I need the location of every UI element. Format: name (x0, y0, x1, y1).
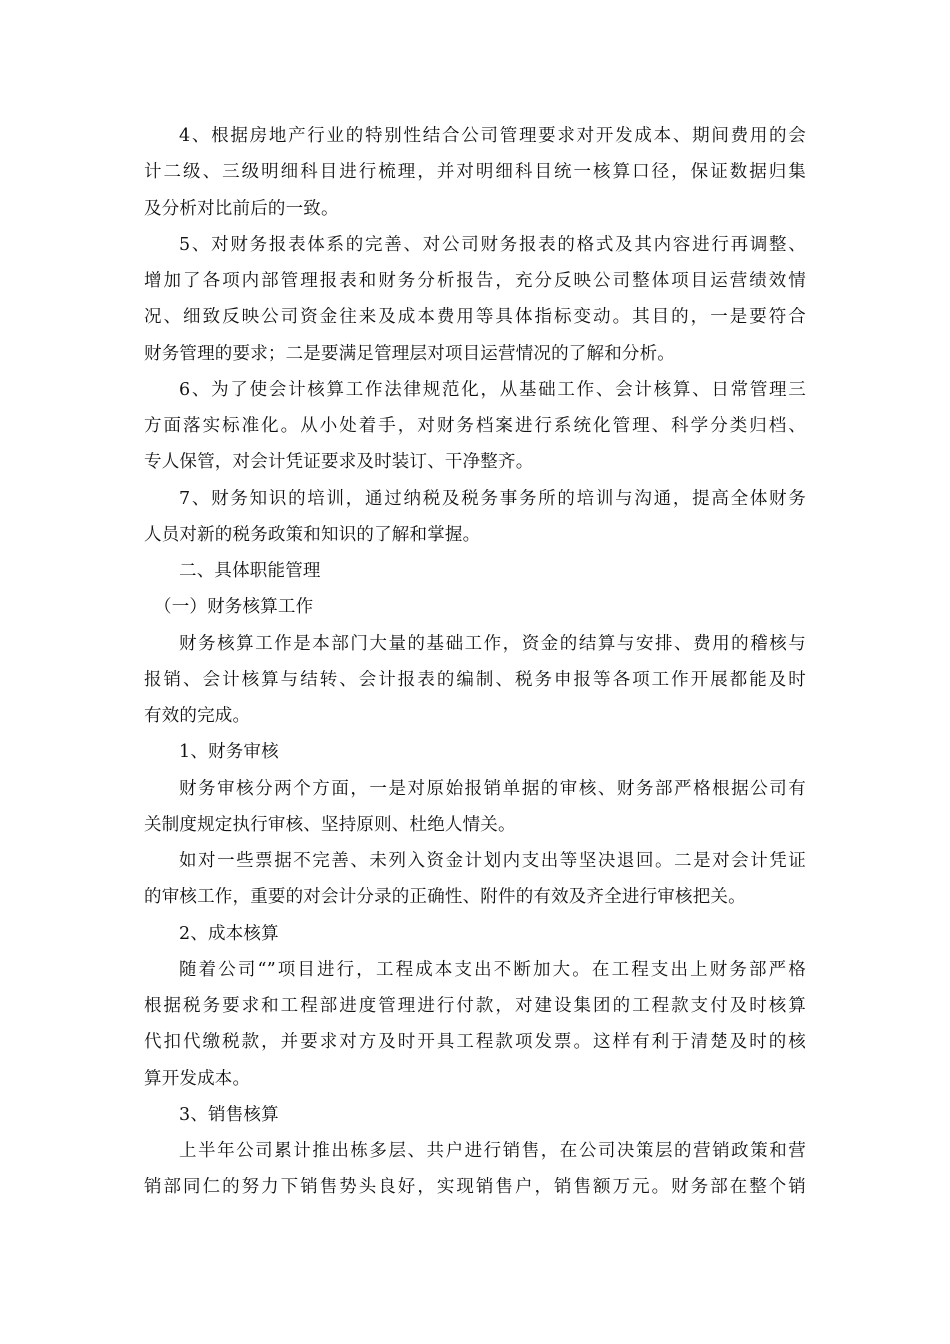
paragraph-line: 人员对新的税务政策和知识的了解和掌握。 (144, 524, 481, 545)
section-heading: 二、具体职能管理 (179, 561, 321, 581)
paragraph-line: 的审核工作，重要的对会计分录的正确性、附件的有效及齐全进行审核把关。 (144, 887, 746, 908)
paragraph-line: 销部同仁的努力下销售势头良好，实现销售户，销售额万元。财务部在整个销 (144, 1177, 806, 1198)
paragraph-line: 随着公司“”项目进行，工程成本支出不断加大。在工程支出上财务部严格 (179, 959, 806, 980)
item-heading: 2、成本核算 (179, 923, 279, 944)
subsection-heading: （一）财务核算工作 (154, 597, 314, 618)
paragraph-line: 根据税务要求和工程部进度管理进行付款，对建设集团的工程款支付及时核算 (144, 996, 806, 1016)
paragraph-line: 报销、会计核算与结转、会计报表的编制、税务申报等各项工作开展都能及时 (144, 669, 806, 690)
paragraph-line: 5、对财务报表体系的完善、对公司财务报表的格式及其内容进行再调整、 (179, 234, 806, 255)
paragraph-line: 6、为了使会计核算工作法律规范化，从基础工作、会计核算、日常管理三 (179, 379, 806, 400)
paragraph-line: 4、根据房地产行业的特别性结合公司管理要求对开发成本、期间费用的会 (179, 126, 806, 146)
paragraph-line: 专人保管，对会计凭证要求及时装订、干净整齐。 (144, 452, 534, 473)
paragraph-line: 方面落实标准化。从小处着手，对财务档案进行系统化管理、科学分类归档、 (144, 416, 806, 436)
paragraph-line: 算开发成本。 (144, 1068, 251, 1089)
paragraph-line: 关制度规定执行审核、坚持原则、杜绝人情关。 (144, 814, 516, 835)
paragraph-line: 增加了各项内部管理报表和财务分析报告，充分反映公司整体项目运营绩效情 (144, 271, 806, 291)
item-heading: 3、销售核算 (179, 1104, 279, 1125)
item-heading: 1、财务审核 (179, 742, 279, 763)
paragraph-line: 况、细致反映公司资金往来及成本费用等具体指标变动。其目的，一是要符合 (144, 307, 806, 328)
paragraph-line: 财务管理的要求；二是要满足管理层对项目运营情况的了解和分析。 (144, 343, 675, 364)
paragraph-line: 财务核算工作是本部门大量的基础工作，资金的结算与安排、费用的稽核与 (179, 633, 806, 654)
paragraph-line: 有效的完成。 (144, 706, 251, 726)
paragraph-line: 计二级、三级明细科目进行梳理，并对明细科目统一核算口径，保证数据归集 (144, 162, 806, 183)
paragraph-line: 代扣代缴税款，并要求对方及时开具工程款项发票。这样有利于清楚及时的核 (144, 1032, 806, 1053)
paragraph-line: 财务审核分两个方面，一是对原始报销单据的审核、财务部严格根据公司有 (179, 778, 806, 799)
paragraph-line: 如对一些票据不完善、未列入资金计划内支出等坚决退回。二是对会计凭证 (179, 851, 806, 871)
document-body (144, 118, 806, 1206)
paragraph-line: 及分析对比前后的一致。 (144, 198, 339, 219)
paragraph-line: 上半年公司累计推出栋多层、共户进行销售，在公司决策层的营销政策和营 (179, 1141, 806, 1161)
paragraph-line: 7、财务知识的培训，通过纳税及税务事务所的培训与沟通，提高全体财务 (179, 488, 806, 509)
